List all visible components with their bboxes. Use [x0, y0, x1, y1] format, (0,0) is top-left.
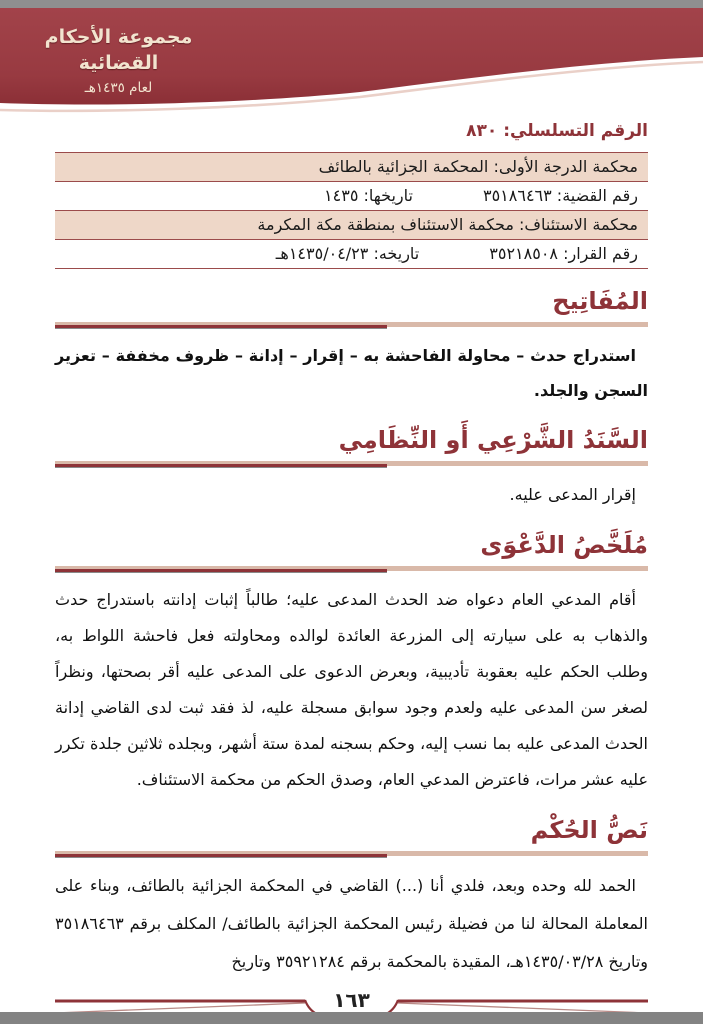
section-case-summary-body: أقام المدعي العام دعواه ضد الحدث المدعى عليه؛ طالباً إثبات إدانته باستدراج حدث والذهاب به على سيارته إلى المزرعة العائدة لوالده ومحاولته فعل فاحشة اللواط به، وطلب الحكم عليه بعقوبة تأديبية، وبعرض الدعوى على المدعى عليه أقر بصحتها، ونظراً لصغر سن المدعى عليه ولعدم وجود سوابق مسجلة عليه، لذ فقد ثبت لدى القاضي إدانة الحدث المدعى عليه بما نسب إليه، وحكم بسجنه لمدة ستة أشهر، وبجلده ثلاثين جلدة تكرر عليه عشر مرات، فاعترض المدعي العام، وصدق الحكم من محكمة الاستئناف.	[55, 590, 648, 789]
scan-edge-bottom	[0, 1012, 703, 1024]
section-legal-basis-rule	[55, 461, 648, 466]
case-date-text: تاريخها: ١٤٣٥	[324, 186, 413, 205]
section-case-summary	[55, 529, 648, 798]
case-number-text: رقم القضية: ٣٥١٨٦٤٦٣	[482, 186, 638, 205]
header-band	[0, 0, 703, 112]
section-ruling-title: نَصُّ الحُكْم	[530, 816, 648, 844]
serial-number-label: الرقم التسلسلي:	[503, 121, 648, 141]
section-keys-rule	[55, 322, 648, 327]
scan-edge-top	[0, 0, 703, 8]
section-keys-title: المُفَاتِيح	[552, 287, 648, 315]
decision-date-text: تاريخه: ٢٣‏/‏٠٤‏/‏١٤٣٥هـ	[275, 244, 420, 263]
section-legal-basis	[55, 424, 648, 513]
first-degree-court-text: محكمة الدرجة الأولى: المحكمة الجزائية بالطائف	[318, 157, 638, 176]
section-legal-basis-title: السَّنَدُ الشَّرْعِي أَو النِّظَامِي	[338, 426, 648, 454]
table-row-first-degree-court	[55, 153, 648, 182]
page-number: ١٦٣	[333, 988, 370, 1012]
appeal-court-text: محكمة الاستئناف: محكمة الاستئناف بمنطقة مكة المكرمة	[257, 215, 638, 234]
section-legal-basis-body: إقرار المدعى عليه.	[509, 485, 636, 504]
section-keys	[55, 285, 648, 408]
book-logo-title: مجموعة الأحكام القضائية	[44, 26, 193, 74]
table-row-decision-number	[55, 240, 648, 269]
table-row-case-number	[55, 182, 648, 211]
serial-number-value: ٨٣٠	[466, 121, 498, 141]
book-logo-subtitle: لعام ١٤٣٥هـ	[84, 80, 153, 96]
page-content	[0, 118, 703, 981]
section-ruling-text	[55, 814, 648, 981]
section-keys-body: استدراج حدث – محاولة الفاحشة به – إقرار – إدانة – ظروف مخففة – تعزير السجن والجلد.	[55, 346, 648, 400]
table-row-appeal-court	[55, 211, 648, 240]
section-ruling-body: الحمد لله وحده وبعد، فلدي أنا (...) القاضي في المحكمة الجزائية بالطائف، وبناء على المعاملة المحالة لنا من فضيلة رئيس المحكمة الجزائية بالطائف/ المكلف برقم ٣٥١٨٦٤٦٣ وتاريخ ٢٨‏/‏٠٣‏/‏١٤٣٥هـ، المقيدة بالمحكمة برقم ٣٥٩٢١٢٨٤ وتاريخ	[55, 876, 648, 971]
decision-number-text: رقم القرار: ٣٥٢١٨٥٠٨	[489, 244, 638, 263]
section-case-summary-title: مُلَخَّصُ الدَّعْوَى	[480, 531, 648, 559]
section-case-summary-rule	[55, 566, 648, 571]
section-ruling-rule	[55, 851, 648, 856]
book-logo	[26, 24, 211, 96]
case-info-table	[55, 152, 648, 269]
